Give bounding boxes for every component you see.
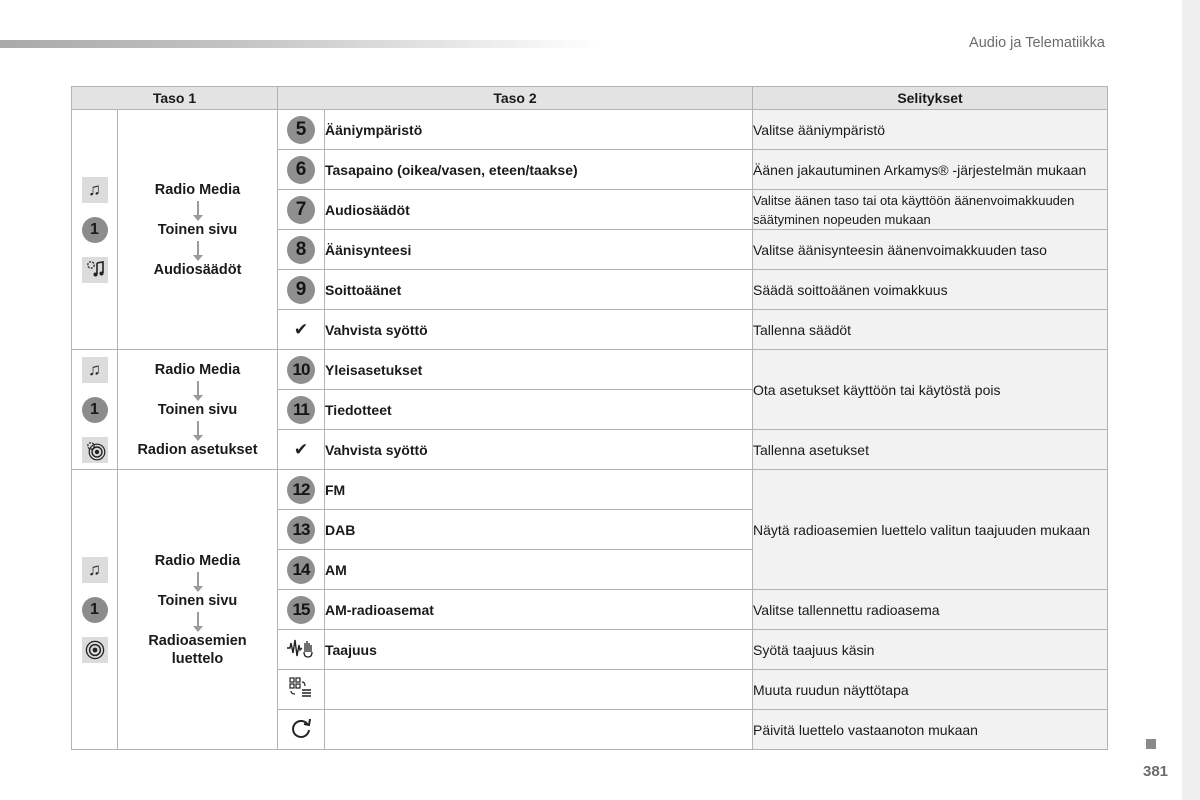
display-mode-icon: [288, 687, 314, 703]
item-label: [325, 710, 753, 750]
item-description: Näytä radioasemien luettelo valitun taajuuden mukaan: [753, 470, 1108, 590]
item-description: Valitse äänen taso tai ota käyttöön äänenvoimakkuuden säätyminen nopeuden mukaan: [753, 190, 1108, 230]
number-badge: 10: [287, 356, 315, 384]
item-description: Syötä taajuus käsin: [753, 630, 1108, 670]
refresh-icon: [289, 727, 313, 743]
item-label: Soittoäänet: [325, 270, 753, 310]
nav-step-radio-media: Radio Media: [154, 181, 241, 198]
nav-step-second-page: Toinen sivu: [157, 401, 238, 418]
checkmark-icon: ✔: [293, 439, 309, 459]
down-arrow-icon: [197, 421, 199, 437]
down-arrow-icon: [197, 241, 199, 257]
group-1-navigation-path: [118, 110, 278, 350]
group-3-navigation-path: [118, 470, 278, 750]
number-badge: 11: [287, 396, 315, 424]
item-label: AM: [325, 550, 753, 590]
item-description: Valitse äänisynteesin äänenvoimakkuuden taso: [753, 230, 1108, 270]
down-arrow-icon: [197, 201, 199, 217]
group-1-icons: [72, 110, 118, 350]
number-badge: 14: [287, 556, 315, 584]
item-label: Tiedotteet: [325, 390, 753, 430]
page-marker-square: [1146, 739, 1156, 749]
column-header-level-2: Taso 2: [278, 87, 753, 110]
item-description: Valitse ääniympäristö: [753, 110, 1108, 150]
item-description: Tallenna asetukset: [753, 430, 1108, 470]
header-decor-bar: [0, 40, 600, 48]
table-row: [72, 110, 1108, 150]
table-header-row: [72, 87, 1108, 110]
nav-step-second-page: Toinen sivu: [157, 592, 238, 609]
number-badge: 15: [287, 596, 315, 624]
table-row: [72, 350, 1108, 390]
table-row: [72, 470, 1108, 510]
number-badge: 9: [287, 276, 315, 304]
item-label: Tasapaino (oikea/vasen, eteen/taakse): [325, 150, 753, 190]
item-label: Audiosäädöt: [325, 190, 753, 230]
item-description: Päivitä luettelo vastaanoton mukaan: [753, 710, 1108, 750]
page-number: 381: [1143, 763, 1169, 780]
group-2-navigation-path: [118, 350, 278, 470]
item-label: [325, 670, 753, 710]
down-arrow-icon: [197, 612, 199, 628]
step-number-badge: 1: [82, 217, 108, 243]
radio-icon: [82, 637, 108, 663]
item-description: Tallenna säädöt: [753, 310, 1108, 350]
group-2-icons: [72, 350, 118, 470]
checkmark-icon: ✔: [293, 319, 309, 339]
number-badge: 12: [287, 476, 315, 504]
column-header-explanations: Selitykset: [753, 87, 1108, 110]
settings-table: [71, 86, 1108, 750]
item-description: Muuta ruudun näyttötapa: [753, 670, 1108, 710]
page-edge-rail: [1182, 0, 1200, 800]
step-number-badge: 1: [82, 397, 108, 423]
item-description: Säädä soittoäänen voimakkuus: [753, 270, 1108, 310]
step-number-badge: 1: [82, 597, 108, 623]
down-arrow-icon: [197, 572, 199, 588]
waveform-hand-icon: [286, 646, 316, 662]
item-label: Ääniympäristö: [325, 110, 753, 150]
music-note-icon: ♫: [82, 357, 108, 383]
music-note-icon: ♫: [82, 177, 108, 203]
item-description: Ota asetukset käyttöön tai käytöstä pois: [753, 350, 1108, 430]
item-label: DAB: [325, 510, 753, 550]
item-label: Vahvista syöttö: [325, 310, 753, 350]
item-description: Äänen jakautuminen Arkamys® -järjestelmän mukaan: [753, 150, 1108, 190]
number-badge: 13: [287, 516, 315, 544]
section-title: Audio ja Telematiikka: [969, 35, 1105, 51]
item-label: Taajuus: [325, 630, 753, 670]
down-arrow-icon: [197, 381, 199, 397]
nav-step-target: Radion asetukset: [137, 441, 258, 458]
number-badge: 6: [287, 156, 315, 184]
item-label: Vahvista syöttö: [325, 430, 753, 470]
nav-step-second-page: Toinen sivu: [157, 221, 238, 238]
group-3-icons: [72, 470, 118, 750]
nav-step-radio-media: Radio Media: [154, 552, 241, 569]
column-header-level-1: Taso 1: [72, 87, 278, 110]
nav-step-target: Radioasemien luettelo: [148, 632, 247, 667]
item-description: Valitse tallennettu radioasema: [753, 590, 1108, 630]
settings-radio-icon: [82, 437, 108, 463]
music-note-icon: ♫: [82, 557, 108, 583]
number-badge: 8: [287, 236, 315, 264]
item-label: FM: [325, 470, 753, 510]
item-label: AM-radioasemat: [325, 590, 753, 630]
number-badge: 5: [287, 116, 315, 144]
item-label: Yleisasetukset: [325, 350, 753, 390]
nav-step-radio-media: Radio Media: [154, 361, 241, 378]
settings-music-icon: [82, 257, 108, 283]
number-badge: 7: [287, 196, 315, 224]
nav-step-target: Audiosäädöt: [153, 261, 242, 278]
item-label: Äänisynteesi: [325, 230, 753, 270]
